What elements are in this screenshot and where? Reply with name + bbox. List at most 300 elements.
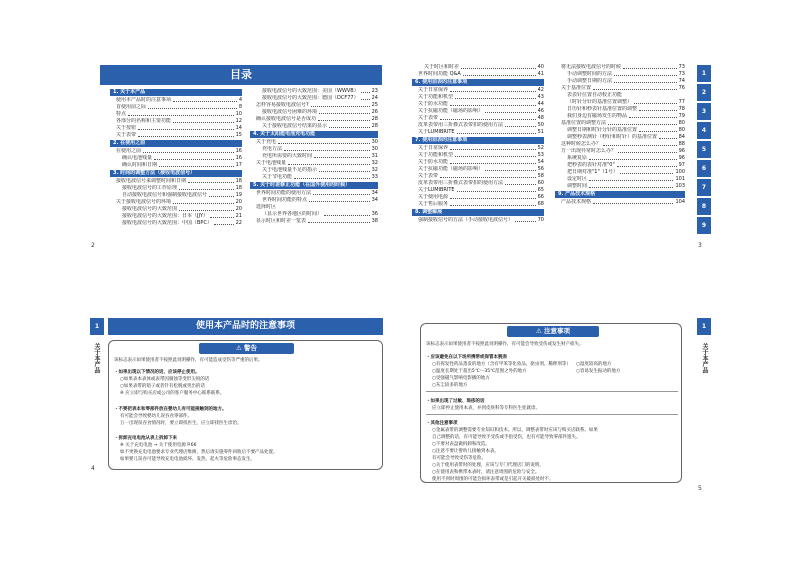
list-item: ○灰尘较多的地方: [432, 383, 468, 388]
toc-entry-title: 关于日常保养: [418, 87, 449, 93]
toc-leader-dots: [294, 174, 370, 179]
toc-entry[interactable]: [250, 174, 378, 181]
toc-entry-page: 10: [235, 111, 242, 117]
toc-entry-page: 4: [238, 97, 242, 103]
toc-entry-page: 58: [537, 173, 544, 179]
toc-leader-dots: [614, 78, 677, 83]
page-number: 4: [91, 465, 95, 472]
toc-leader-dots: [210, 213, 234, 218]
toc-entry[interactable]: [110, 199, 242, 206]
toc-entry-title: 关于功能和机型: [418, 94, 454, 100]
toc-entry-title: 调整日期和时针分针的基准位置: [567, 127, 638, 133]
toc-entry[interactable]: [250, 197, 378, 204]
toc-leader-dots: [593, 199, 673, 204]
chapter-tab-1[interactable]: 1: [90, 318, 104, 335]
toc-entry-title: 关于售后服务: [418, 201, 449, 207]
toc-section-header[interactable]: 5. 关于时差修正功能（在国外使用的时候）: [250, 182, 378, 189]
section-items: [426, 405, 678, 412]
page-number: 3: [698, 242, 702, 249]
toc-entry-page: 84: [678, 134, 685, 140]
toc-entry-title: 皮革表带用三折叠式表带扣的使用方法: [418, 122, 504, 128]
section-title: ・如果出现了过敏、斑疹的话: [426, 399, 485, 404]
toc-entry[interactable]: [412, 115, 544, 122]
toc-entry[interactable]: [110, 118, 242, 125]
toc-section-header[interactable]: 6. 使用前表的注意事项: [412, 79, 544, 86]
toc-entry-title: 设定时区: [567, 176, 588, 182]
toc-entry-title: 关于电池残量不足的指示: [262, 167, 318, 173]
section-items: [114, 376, 376, 397]
toc-column-right: [250, 88, 378, 225]
toc-leader-dots: [639, 106, 677, 111]
toc-entry-page: 76: [678, 85, 685, 91]
toc-leader-dots: [148, 104, 237, 109]
toc-entry[interactable]: [555, 71, 685, 78]
toc-entry-page: 97: [678, 162, 685, 168]
list-item: ※ 关于充电电池 → 关于使用电源 P.66: [120, 443, 197, 448]
toc-entry[interactable]: [555, 155, 685, 162]
toc-entry[interactable]: [110, 148, 242, 155]
toc-entry[interactable]: [250, 190, 378, 197]
toc-entry[interactable]: [412, 173, 544, 180]
toc-entry-title: 关于电池残量: [256, 160, 287, 166]
toc-entry-page: 19: [235, 192, 242, 198]
toc-entry[interactable]: [555, 134, 685, 141]
toc-leader-dots: [623, 64, 677, 69]
toc-entry[interactable]: [250, 204, 378, 211]
toc-entry-title: 充电方法: [262, 146, 283, 152]
section-items-left: [426, 361, 576, 389]
list-item: ○金属表带的调整需要专业知识和技术。所以，调整表带时应该与购买店联系。如果: [432, 428, 598, 433]
toc-entry[interactable]: [250, 167, 378, 174]
list-item: 有可能会导致婴幼儿误吞食零部件。: [120, 414, 192, 419]
toc-entry-page: 21: [235, 213, 242, 219]
section-title: ・应该避免在以下场所携带或保管本腕表: [426, 355, 507, 360]
list-item: ○温度长期处于超出5℃～35℃范围之外的地方: [432, 369, 527, 374]
toc-entry[interactable]: [555, 120, 685, 127]
toc-entry-page: 88: [678, 141, 685, 147]
toc-leader-dots: [179, 185, 234, 190]
toc-section-header[interactable]: 8. 调整解展: [412, 209, 544, 216]
toc-leader-dots: [485, 108, 536, 113]
toc-leader-dots: [463, 71, 536, 76]
toc-entry-title: 关于基准位置: [561, 85, 592, 91]
toc-leader-dots: [128, 111, 234, 116]
toc-entry-title: 选择时区: [256, 204, 277, 210]
toc-entry-page: 96: [678, 155, 685, 161]
toc-entry[interactable]: [555, 141, 685, 148]
toc-entry[interactable]: [412, 166, 544, 173]
toc-entry-title: 产品技术规格: [561, 199, 592, 205]
toc-entry[interactable]: [110, 178, 242, 185]
toc-leader-dots: [639, 127, 677, 132]
toc-leader-dots: [485, 166, 536, 171]
toc-entry-page: 41: [537, 71, 544, 77]
list-item: 如不更换充电电池要求专业代理店维修，然后请实施零件回收后不要产品处置。: [120, 450, 278, 455]
toc-entry-page: 33: [371, 174, 378, 180]
toc-entry-title: 关于接收电波信号的环境: [116, 199, 172, 205]
toc-leader-dots: [278, 139, 370, 144]
toc-entry[interactable]: [412, 94, 544, 101]
toc-entry[interactable]: [555, 148, 685, 155]
chapter-tab-9[interactable]: 9: [697, 217, 711, 234]
toc-entry-title: 显示时区和时差一览表: [256, 218, 307, 224]
list-item: 使用不到时周围的可能会损坏表带或是引起开关破损处时不。: [432, 477, 554, 482]
toc-leader-dots: [318, 116, 370, 121]
toc-entry-title: 将无法接收电波信号的时候: [561, 64, 622, 70]
toc-entry[interactable]: [250, 88, 378, 95]
toc-entry[interactable]: [412, 87, 544, 94]
toc-entry-title: 调整时间: [567, 183, 588, 189]
chapter-tab-3[interactable]: 3: [697, 103, 711, 120]
toc-entry[interactable]: [110, 155, 242, 162]
warning-title: 警告: [244, 344, 258, 352]
toc-entry-title: 关于时区和时差: [424, 64, 460, 70]
toc-entry-title: （显示世界各地区的时间）: [262, 211, 323, 217]
toc-entry-page: 46: [537, 108, 544, 114]
toc-entry-title: 确认电池残量: [122, 155, 153, 161]
toc-entry[interactable]: [412, 194, 544, 201]
toc-leader-dots: [603, 141, 677, 146]
toc-leader-dots: [455, 152, 536, 157]
caution-title: 注意事项: [544, 327, 571, 335]
toc-entry-page: 43: [537, 94, 544, 100]
list-item: ○不要对表盘做拆卸和改造。: [432, 442, 490, 447]
toc-entry[interactable]: [250, 146, 378, 153]
list-item: ○如果表本表体或表带因腐蚀等变形尖锐的话: [120, 377, 210, 382]
toc-entry-title: 关于LUMIBRITE: [418, 129, 455, 135]
toc-entry[interactable]: [110, 192, 242, 199]
list-item: 自己调整的话，有可能导致手受伤或手指受伤，也有可能导致零部件遗失。: [432, 435, 581, 440]
toc-entry-title: 接收电波信号的大致范围: [122, 206, 178, 212]
warning-section-1: [114, 369, 376, 397]
section-title: ・不要把表本和零部件放在婴幼儿有可能接触到的地方。: [114, 407, 227, 412]
toc-entry-page: 24: [371, 95, 378, 101]
toc-entry[interactable]: [110, 104, 242, 111]
toc-entry[interactable]: [250, 109, 378, 116]
toc-section-header[interactable]: 4. 关于太阳能电池充电功能: [250, 131, 378, 138]
toc-entry-page: 80: [678, 120, 685, 126]
toc-leader-dots: [457, 187, 536, 192]
toc-leader-dots: [214, 220, 234, 225]
toc-leader-dots: [143, 148, 234, 153]
toc-entry-page: 20: [235, 206, 242, 212]
toc-entry-page: 15: [235, 132, 242, 138]
toc-leader-dots: [593, 85, 677, 90]
toc-leader-dots: [461, 64, 536, 69]
toc-entry-title: 关于功能和机型: [418, 152, 454, 158]
toc-entry[interactable]: [110, 97, 242, 104]
toc-entry-page: 53: [537, 152, 544, 158]
caution-intro: 该标志表示如果使用者不按照此说明操作，有可能会导致受伤或发生财产损失。: [426, 342, 584, 347]
toc-leader-dots: [450, 159, 536, 164]
toc-entry-title: 世界时间功能 Q&A: [418, 71, 461, 77]
toc-leader-dots: [515, 217, 536, 222]
toc-entry[interactable]: [250, 102, 378, 109]
toc-entry-page: 70: [537, 217, 544, 223]
toc-entry[interactable]: [250, 116, 378, 123]
toc-entry-page: 38: [371, 218, 378, 224]
toc-leader-dots: [138, 125, 234, 130]
warning-header: [199, 343, 294, 354]
toc-entry-title: 各部分的名称和主要功能: [116, 118, 172, 124]
toc-entry-page: 74: [678, 78, 685, 84]
toc-leader-dots: [629, 113, 677, 118]
toc-entry-page: 101: [675, 176, 685, 182]
toc-leader-dots: [319, 167, 370, 172]
toc-entry-page: 26: [371, 109, 378, 115]
toc-entry-title: 充电所需要的大致时间: [262, 153, 313, 159]
toc-entry[interactable]: [250, 218, 378, 225]
warning-section-2: [114, 406, 376, 427]
toc-entry-page: 48: [537, 115, 544, 121]
chapter-tab-2[interactable]: 2: [697, 84, 711, 101]
toc-leader-dots: [589, 155, 677, 160]
list-item: ○在使用表和携带本表时，请注意周围的危险与安全。: [432, 470, 540, 475]
page-title: 使用本产品时的注意事项: [108, 318, 383, 335]
section-items-right: [576, 361, 676, 389]
toc-entry[interactable]: [110, 162, 242, 169]
toc-entry[interactable]: [412, 101, 544, 108]
toc-entry[interactable]: [250, 160, 378, 167]
toc-entry-page: 80: [678, 127, 685, 133]
toc-leader-dots: [361, 95, 370, 100]
toc-leader-dots: [173, 118, 234, 123]
toc-entry[interactable]: [110, 206, 242, 213]
toc-entry-title: 强制接收信号的方法（手动接收电波信号）: [418, 217, 514, 223]
toc-entry-title: （时针分针的基准位置调整）: [567, 99, 633, 105]
toc-entry[interactable]: [250, 211, 378, 218]
toc-entry[interactable]: [110, 220, 242, 227]
toc-leader-dots: [450, 201, 536, 206]
toc-entry-title: 皮革表带用三折叠式表带扣的使用方法: [418, 180, 504, 186]
toc-title: 目录: [100, 65, 382, 85]
chapter-tab-8[interactable]: 8: [697, 198, 711, 215]
toc-entry-page: 78: [678, 106, 685, 112]
page-3: [410, 55, 713, 260]
toc-entry-title: 关于按钮: [116, 125, 137, 131]
toc-entry[interactable]: [555, 64, 685, 71]
toc-entry[interactable]: [250, 153, 378, 160]
toc-leader-dots: [324, 211, 370, 216]
warning-intro: 该标志表示如果使用者不按照此说明操作，有可能造成受伤等严重的后果。: [114, 358, 263, 363]
list-item: ○注意不要让婴幼儿接触到本表。: [432, 449, 499, 454]
toc-section-header[interactable]: 7. 使用前表的注意事项: [412, 137, 544, 144]
section-title: ・拆卸充电电池从表上拆卸下来: [114, 436, 177, 441]
toc-leader-dots: [319, 109, 370, 114]
toc-leader-dots: [589, 183, 673, 188]
toc-entry-page: 28: [371, 116, 378, 122]
toc-entry-title: 关于表带: [116, 132, 137, 138]
toc-entry-title: 首使用前之际: [116, 104, 147, 110]
toc-leader-dots: [309, 197, 370, 202]
toc-entry-page: 65: [537, 187, 544, 193]
toc-entry[interactable]: [110, 111, 242, 118]
toc-entry-page: 54: [537, 159, 544, 165]
toc-entry[interactable]: [555, 99, 685, 106]
chapter-tab-1[interactable]: 1: [697, 318, 711, 335]
page-5: [410, 315, 713, 495]
toc-entry-title: 接收电波信号的大致范围：中国（BPC）: [122, 220, 212, 226]
section-title: ・其他注意事项: [426, 421, 458, 426]
toc-leader-dots: [450, 87, 536, 92]
chapter-tab-5[interactable]: 5: [697, 141, 711, 158]
toc-entry[interactable]: [555, 113, 685, 120]
warning-box: [108, 340, 383, 470]
toc-entry[interactable]: [412, 129, 544, 136]
toc-entry[interactable]: [555, 176, 685, 183]
toc-entry-page: 103: [675, 183, 685, 189]
toc-entry-page: 96: [678, 148, 685, 154]
toc-entry-title: 表表针位置自动校正功能: [567, 92, 623, 98]
toc-leader-dots: [284, 146, 370, 151]
toc-entry-page: 18: [235, 178, 242, 184]
toc-section-header[interactable]: 1. 关于本产品: [110, 89, 242, 96]
list-item: ○有挥发性药品蒸发的地方（含有甲苯等化妆品、驱虫剂、稀释剂等）: [432, 362, 571, 367]
toc-entry-page: 8: [238, 104, 242, 110]
toc-entry-title: 接收电波信号的大致范围：德国（DCF77）: [262, 95, 359, 101]
toc-entry[interactable]: [412, 108, 544, 115]
toc-entry[interactable]: [250, 123, 378, 130]
toc-leader-dots: [505, 122, 536, 127]
toc-entry-page: 17: [235, 162, 242, 168]
toc-entry[interactable]: [412, 217, 544, 224]
toc-column-left: [412, 64, 544, 224]
toc-section-header[interactable]: 3. 时间的调整方法（接收电波信号）: [110, 170, 242, 177]
chapter-tab-4[interactable]: 4: [697, 122, 711, 139]
toc-entry-title: 特点: [116, 111, 127, 117]
toc-entry[interactable]: [555, 85, 685, 92]
toc-entry[interactable]: [412, 71, 544, 78]
page-number: 5: [698, 485, 702, 492]
page-4: [90, 315, 390, 475]
list-item: ○如果表带的销子或者针有松脱或突出的话: [120, 384, 205, 389]
toc-entry-page: 30: [371, 146, 378, 152]
toc-entry-page: 36: [371, 211, 378, 217]
toc-entry[interactable]: [412, 145, 544, 152]
toc-entry-title: 关于充电: [256, 139, 277, 145]
toc-entry-title: 世界时间功能的使用方法: [256, 190, 312, 196]
toc-entry-title: 接收电波信号来调整时间和日期: [116, 178, 187, 184]
toc-entry[interactable]: [555, 162, 685, 169]
toc-section-header[interactable]: 2. 在使用之前: [110, 140, 242, 147]
toc-entry-title: 怎样容易接收电波信号?: [256, 102, 309, 108]
toc-leader-dots: [505, 180, 536, 185]
caution-section-3: [426, 420, 678, 483]
toc-column-right: [555, 64, 685, 206]
toc-entry-page: 20: [235, 199, 242, 205]
toc-entry[interactable]: [412, 152, 544, 159]
toc-leader-dots: [329, 123, 370, 128]
toc-leader-dots: [188, 178, 234, 183]
toc-entry[interactable]: [110, 132, 242, 139]
toc-entry-title: 手动调整日期的方法: [567, 78, 613, 84]
toc-entry[interactable]: [412, 187, 544, 194]
toc-entry-page: 52: [537, 145, 544, 151]
toc-entry-title: 关于使用电源: [418, 194, 449, 200]
toc-section-header[interactable]: 9. 产品技术规格: [555, 191, 685, 198]
side-label: 关于本产品: [93, 343, 100, 373]
warning-icon: ⚠: [235, 344, 242, 352]
toc-entry[interactable]: [555, 169, 685, 176]
toc-entry[interactable]: [555, 92, 685, 99]
toc-entry-title: 自动接收电波信号和强制接收电波信号: [122, 192, 208, 198]
toc-leader-dots: [440, 173, 536, 178]
toc-entry-title: 把秒表的表针对准"0": [567, 162, 615, 168]
toc-entry-title: 关于表带: [418, 115, 439, 121]
toc-entry-title: 关于抗磁功能（磁场的影响）: [418, 166, 484, 172]
toc-leader-dots: [154, 155, 234, 160]
toc-entry-title: 关于接收电波信号结果的显示: [262, 123, 328, 129]
page-2: [90, 55, 390, 260]
toc-entry[interactable]: [110, 125, 242, 132]
toc-entry[interactable]: [555, 199, 685, 206]
toc-entry[interactable]: [110, 213, 242, 220]
toc-entry-page: 18: [235, 185, 242, 191]
caution-section-2: [426, 398, 678, 415]
toc-entry-page: 100: [675, 169, 685, 175]
toc-entry[interactable]: [412, 201, 544, 208]
toc-entry[interactable]: [555, 127, 685, 134]
toc-entry[interactable]: [250, 139, 378, 146]
toc-entry[interactable]: [555, 106, 685, 113]
toc-entry[interactable]: [555, 183, 685, 190]
toc-entry-page: 16: [235, 148, 242, 154]
toc-entry[interactable]: [110, 185, 242, 192]
toc-entry-title: 调整秒表测针（秒针和时针）的基准位置: [567, 134, 658, 140]
chapter-tab-7[interactable]: 7: [697, 179, 711, 196]
toc-entry-page: 25: [371, 102, 378, 108]
toc-leader-dots: [308, 218, 370, 223]
toc-entry-page: 60: [537, 180, 544, 186]
toc-entry-title: 在使用之前: [116, 148, 142, 154]
chapter-tab-1[interactable]: 1: [697, 65, 711, 82]
chapter-tab-6[interactable]: 6: [697, 160, 711, 177]
toc-entry[interactable]: [412, 159, 544, 166]
toc-entry-title: 手动调整时间的方法: [567, 71, 613, 77]
toc-entry[interactable]: [412, 180, 544, 187]
toc-entry-page: 73: [678, 71, 685, 77]
toc-entry[interactable]: [250, 95, 378, 102]
warning-section-3: [114, 435, 376, 463]
section-items: [114, 413, 376, 427]
toc-entry-title: 把日期对准"1"（1号）: [567, 169, 618, 175]
toc-entry-page: 66: [537, 194, 544, 200]
toc-leader-dots: [173, 97, 237, 102]
toc-leader-dots: [440, 115, 536, 120]
toc-entry[interactable]: [412, 122, 544, 129]
toc-entry-title: 关于防水功能: [418, 159, 449, 165]
toc-entry-title: 接收电波信号的大致范围：日本（JJY）: [122, 213, 209, 219]
toc-leader-dots: [450, 145, 536, 150]
toc-entry-page: 23: [371, 88, 378, 94]
toc-leader-dots: [608, 120, 677, 125]
toc-entry-title: 关于抗磁功能（磁场的影响）: [418, 108, 484, 114]
toc-entry[interactable]: [555, 78, 685, 85]
list-item: ○关于使用表带时的处理，应该与专门代理店门的说明。: [432, 463, 544, 468]
list-item: 应立即停止使用本表，并到皮肤科等专科医生处就诊。: [432, 406, 540, 411]
toc-entry[interactable]: [412, 64, 544, 71]
list-item: ○湿度较高的地方: [576, 362, 612, 367]
toc-entry-title: 确认接收电波信号是否成功: [256, 116, 317, 122]
toc-leader-dots: [311, 102, 370, 107]
toc-leader-dots: [659, 134, 677, 139]
toc-entry-title: 关于防水功能: [418, 101, 449, 107]
toc-entry-page: 16: [235, 155, 242, 161]
toc-entry-page: 79: [678, 113, 685, 119]
toc-entry-page: 104: [675, 199, 685, 205]
toc-leader-dots: [173, 199, 234, 204]
toc-entry-title: 我们身边有磁场发生的物品: [567, 113, 628, 119]
